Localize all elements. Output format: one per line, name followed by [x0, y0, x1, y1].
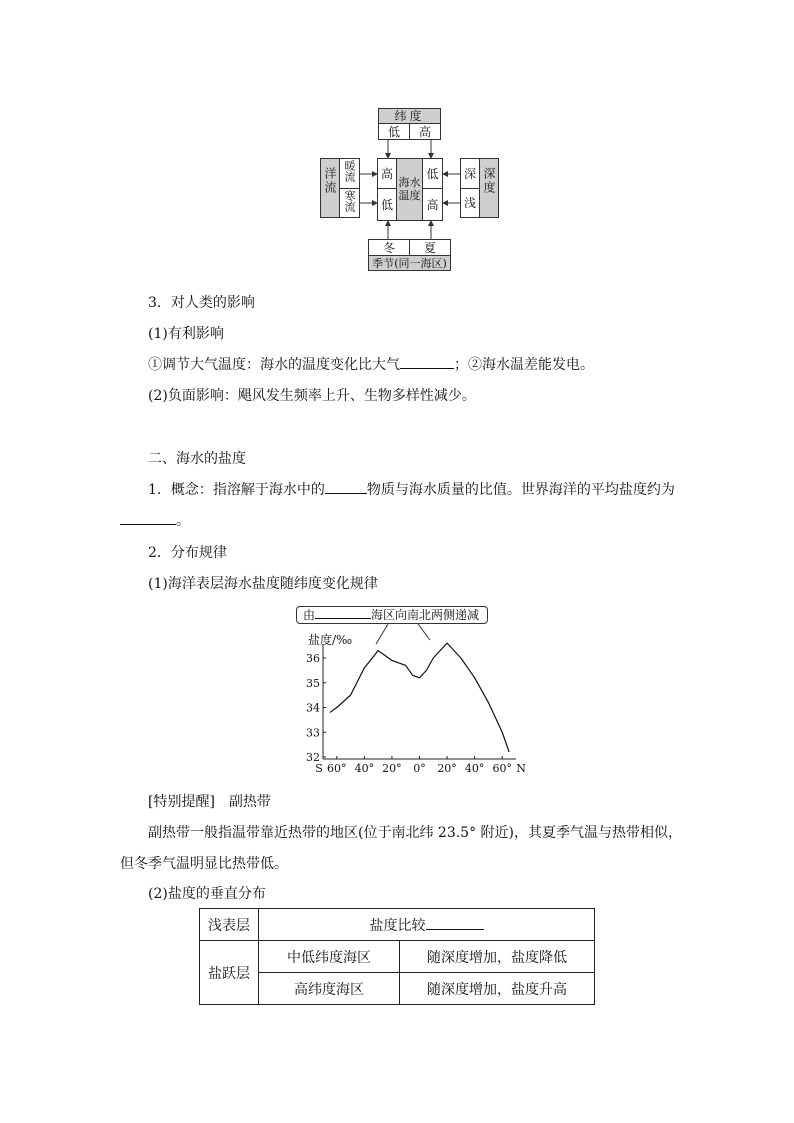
- latitude-low: 低: [378, 123, 410, 140]
- x-tick-label: 60°: [492, 762, 512, 775]
- season-winter: 冬: [368, 239, 410, 256]
- item1-text-a: ①调节大气温度：海水的温度变化比大气: [148, 357, 400, 373]
- table-cell: 中低纬度海区: [259, 941, 400, 973]
- sea-temperature-center: 海水温度: [396, 158, 423, 221]
- x-tick-label: 40°: [464, 762, 485, 775]
- vertical-salinity-table: [199, 908, 595, 1005]
- table-cell: 随深度增加，盐度降低: [400, 941, 595, 973]
- salinity-series-line: [330, 643, 509, 752]
- table-row: [200, 909, 595, 941]
- table-cell: 随深度增加，盐度升高: [400, 973, 595, 1005]
- fill-blank: [426, 917, 484, 930]
- concept-text-b: 物质与海水质量的比值。世界海洋的平均盐度约为: [366, 482, 675, 498]
- x-tick-label: 60°: [327, 762, 347, 775]
- tip-body-2: 但冬季气温明显比热带低。: [120, 856, 288, 872]
- latitude-high: 高: [409, 123, 441, 140]
- fill-blank: [325, 481, 367, 494]
- negative-impact-text: (2)负面影响：飓风发生频率上升、生物多样性减少。: [148, 388, 476, 404]
- y-tick-label: 32: [306, 751, 320, 764]
- table-cell: 浅表层: [200, 909, 259, 941]
- table-cell: 盐跃层: [200, 941, 259, 1005]
- surface-salinity-subheading: (1)海洋表层海水盐度随纬度变化规律: [148, 576, 378, 592]
- x-tick-label: 0°: [413, 762, 426, 775]
- ocean-current-label: 洋流: [320, 158, 340, 218]
- callout-pointer-right: [418, 624, 430, 640]
- fill-blank: [400, 356, 454, 369]
- vertical-distribution-heading: (2)盐度的垂直分布: [148, 886, 266, 902]
- x-tick-label: 20°: [382, 762, 402, 775]
- fill-blank: [120, 512, 176, 525]
- latitude-header: 纬度: [378, 108, 441, 124]
- callout-suffix: 海区向南北两侧递减: [371, 608, 480, 622]
- concept-text-a: 1．概念：指溶解于海水中的: [148, 482, 325, 498]
- salinity-concept: [148, 479, 675, 499]
- center-high-right: 高: [422, 188, 443, 221]
- x-tick-label: S: [315, 762, 323, 775]
- center-low: 低: [377, 188, 397, 221]
- callout-prefix: 由: [303, 608, 316, 622]
- tip-body-1: 副热带一般指温带靠近热带的地区(位于南北纬 23.5° 附近)，其夏季气温与热带相似，: [148, 825, 682, 841]
- distribution-heading: 2．分布规律: [148, 545, 227, 561]
- temperature-factors-diagram: [320, 108, 500, 273]
- warm-current: 暖流: [339, 158, 360, 189]
- table-row: [200, 941, 595, 973]
- section-heading-salinity: 二、海水的盐度: [148, 451, 246, 467]
- callout-pointer-left: [376, 624, 388, 644]
- depth-label: 深度: [479, 158, 499, 218]
- salinity-chart: [296, 604, 536, 779]
- season-summer: 夏: [409, 239, 451, 256]
- item1-text-b: ；②海水温差能发电。: [454, 357, 594, 373]
- depth-deep: 深: [460, 158, 480, 189]
- table-cell: 高纬度海区: [259, 973, 400, 1005]
- cold-current: 寒流: [339, 188, 360, 218]
- x-tick-label: 40°: [354, 762, 375, 775]
- center-low-right: 低: [422, 158, 443, 189]
- y-tick-label: 33: [306, 726, 320, 740]
- y-tick-label: 34: [306, 701, 320, 715]
- concept-end: 。: [176, 513, 190, 529]
- depth-shallow: 浅: [460, 188, 480, 218]
- x-tick-label: N: [516, 762, 526, 775]
- favorable-impact-item: [148, 354, 594, 374]
- chart-y-label: 盐度/‰: [308, 633, 353, 647]
- section-heading-human-impact: 3．对人类的影响: [148, 295, 255, 311]
- x-tick-label: 20°: [437, 762, 457, 775]
- chart-plot: [296, 604, 536, 779]
- tip-title: [特别提醒] 副热带: [148, 794, 271, 810]
- season-label: 季节(同一海区): [368, 255, 451, 271]
- salinity-concept-cont: [120, 510, 190, 530]
- salinity-compare-text: 盐度比较: [369, 917, 426, 934]
- y-tick-label: 36: [306, 652, 320, 665]
- table-row: [200, 973, 595, 1005]
- table-cell: [259, 909, 595, 941]
- y-tick-label: 35: [306, 676, 320, 690]
- favorable-impact-heading: (1)有利影响: [148, 326, 224, 342]
- center-high: 高: [377, 158, 397, 189]
